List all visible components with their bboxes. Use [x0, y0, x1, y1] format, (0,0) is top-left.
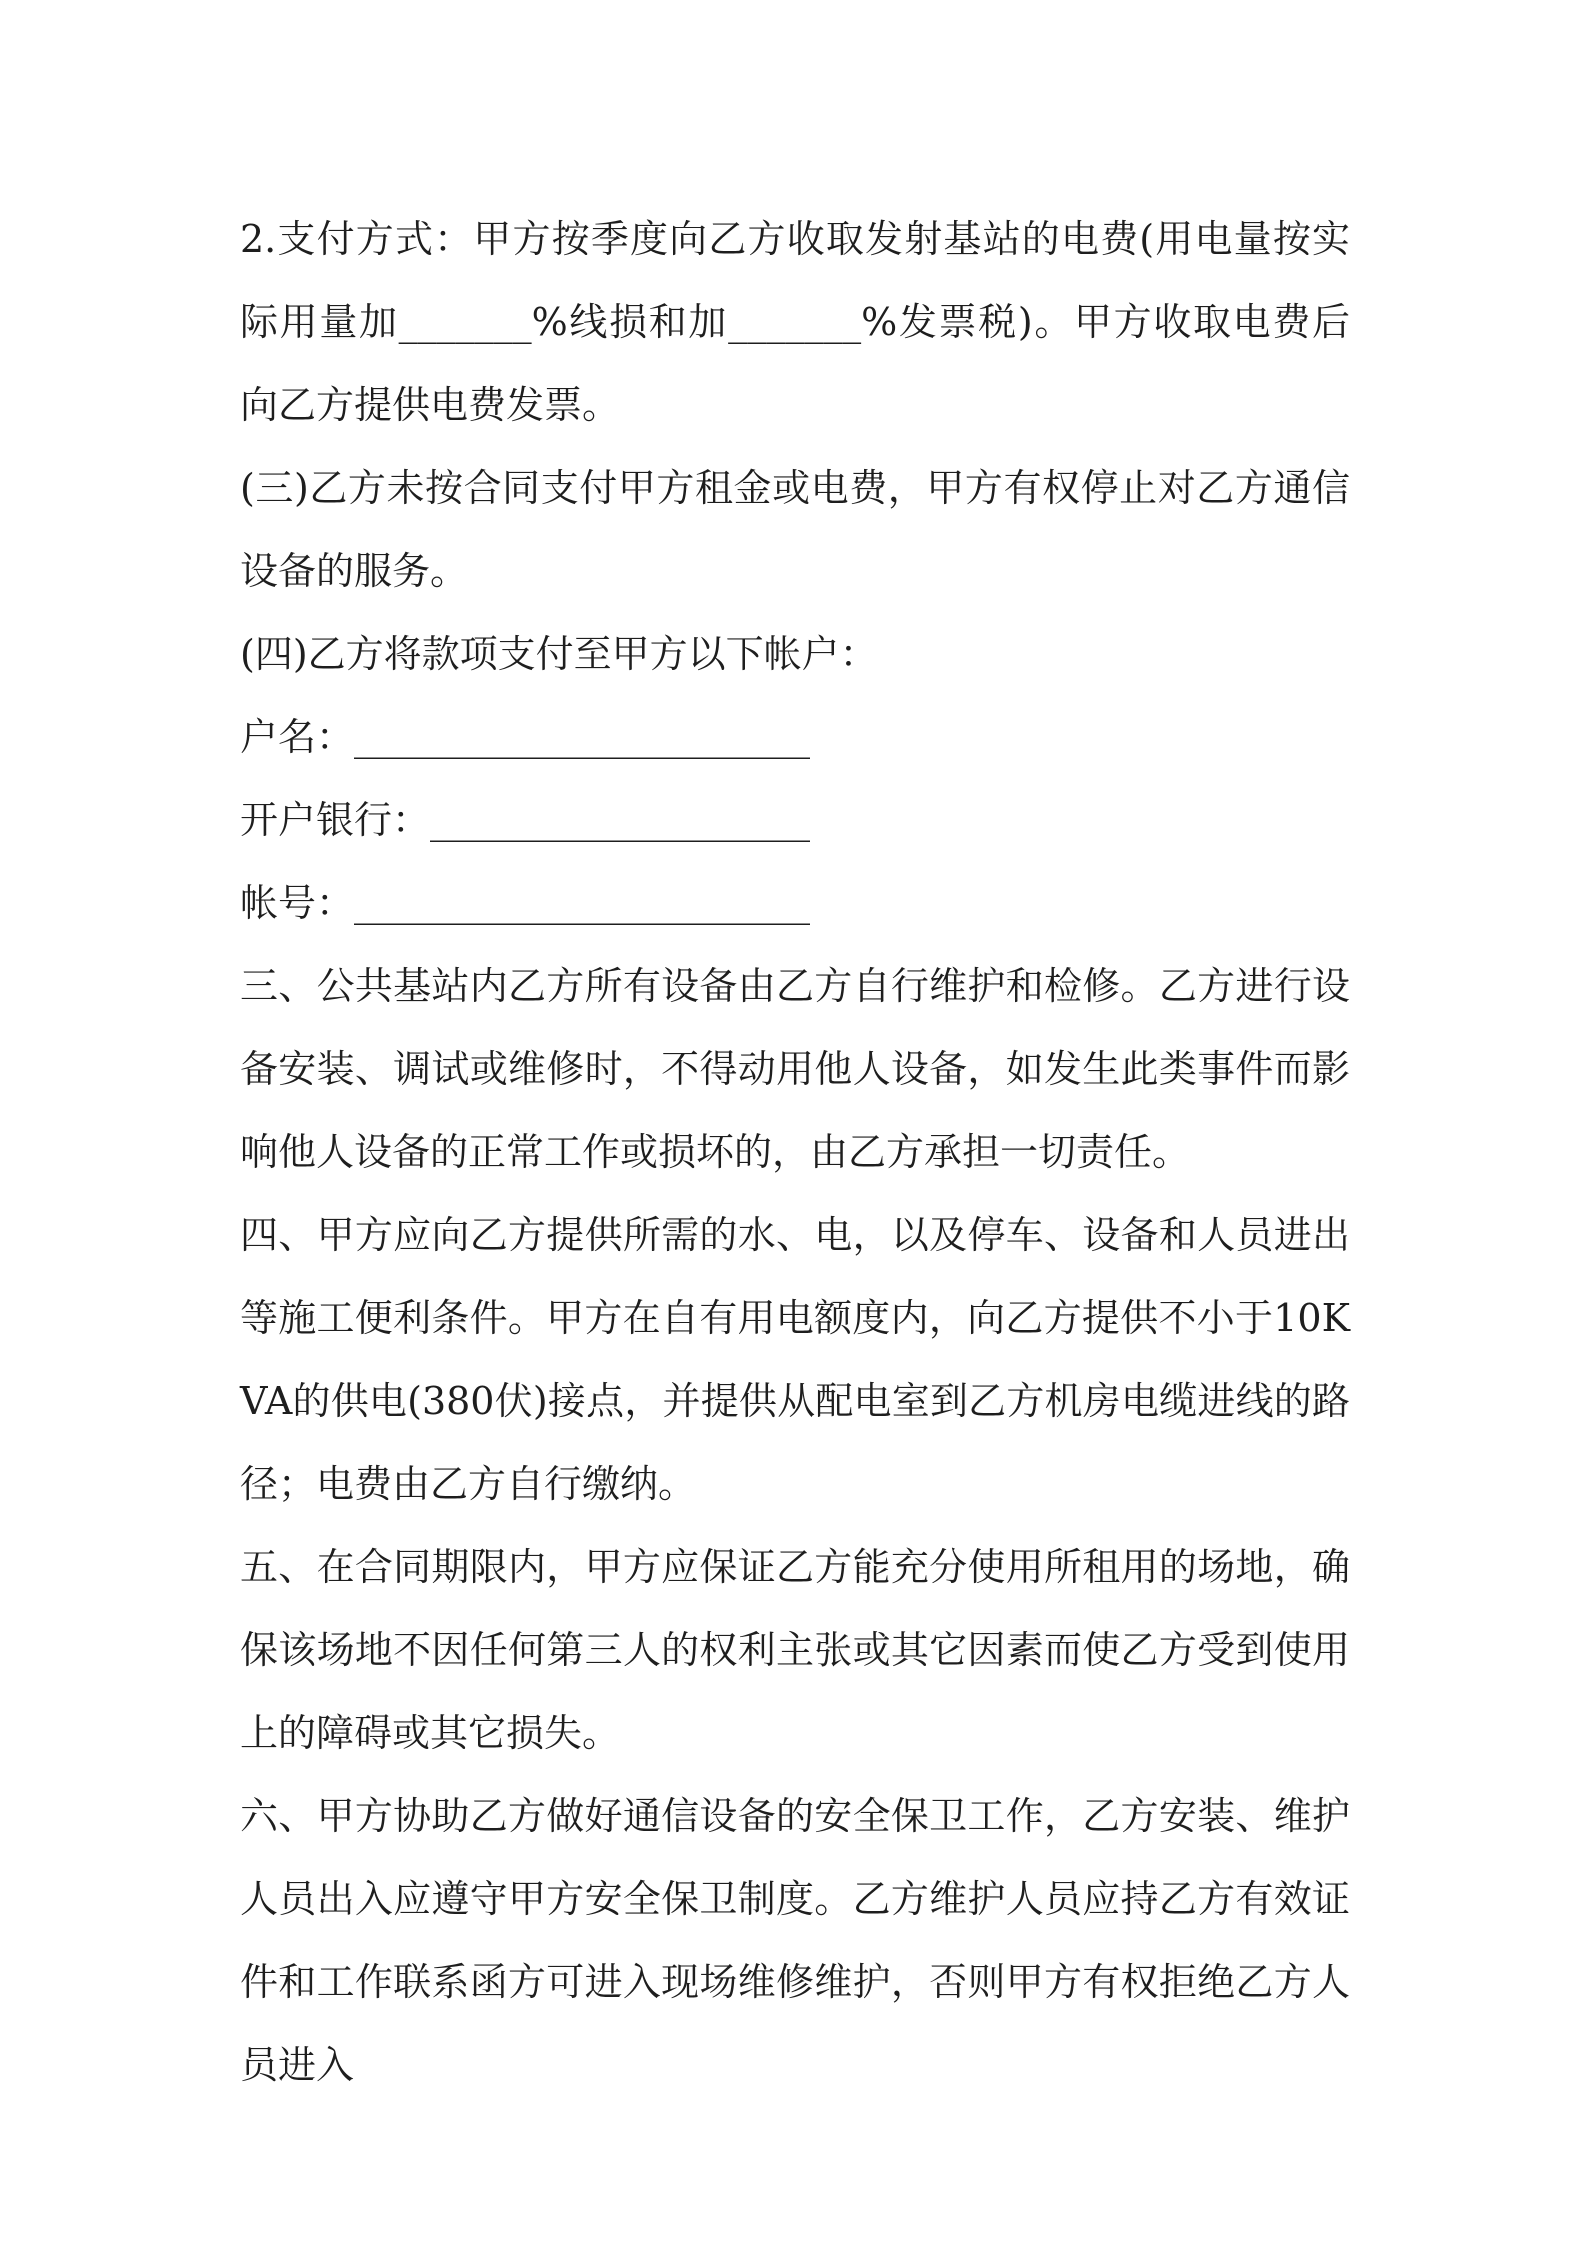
clause-payment-method: 2.支付方式：甲方按季度向乙方收取发射基站的电费(用电量按实际用量加_______%线损和加_______%发票税)。甲方收取电费后向乙方提供电费发票。: [240, 217, 1350, 427]
article-five-site-use: 五、在合同期限内，甲方应保证乙方能充分使用所租用的场地，确保该场地不因任何第三人的权利主张或其它因素而使乙方受到使用上的障碍或其它损失。: [240, 1545, 1350, 1755]
clause-four-account-intro: (四)乙方将款项支付至甲方以下帐户：: [240, 632, 878, 676]
clause-three-nonpayment: (三)乙方未按合同支付甲方租金或电费，甲方有权停止对乙方通信设备的服务。: [240, 466, 1350, 593]
article-six-security: 六、甲方协助乙方做好通信设备的安全保卫工作，乙方安装、维护人员出入应遵守甲方安全保卫制度。乙方维护人员应持乙方有效证件和工作联系函方可进入现场维修维护，否则甲方有权拒绝乙方人员进入: [240, 1794, 1350, 2087]
account-name-line: 户名：________________________: [240, 715, 811, 759]
bank-name-line: 开户银行：____________________: [240, 798, 811, 842]
article-three-maintenance: 三、公共基站内乙方所有设备由乙方自行维护和检修。乙方进行设备安装、调试或维修时，不得动用他人设备，如发生此类事件而影响他人设备的正常工作或损坏的，由乙方承担一切责任。: [240, 964, 1350, 1174]
account-number-line: 帐号：________________________: [240, 881, 811, 925]
article-four-utilities: 四、甲方应向乙方提供所需的水、电，以及停车、设备和人员进出等施工便利条件。甲方在自有用电额度内，向乙方提供不小于10KVA的供电(380伏)接点，并提供从配电室到乙方机房电缆进线的路径；电费由乙方自行缴纳。: [240, 1213, 1350, 1506]
document-body: [240, 198, 1350, 2107]
